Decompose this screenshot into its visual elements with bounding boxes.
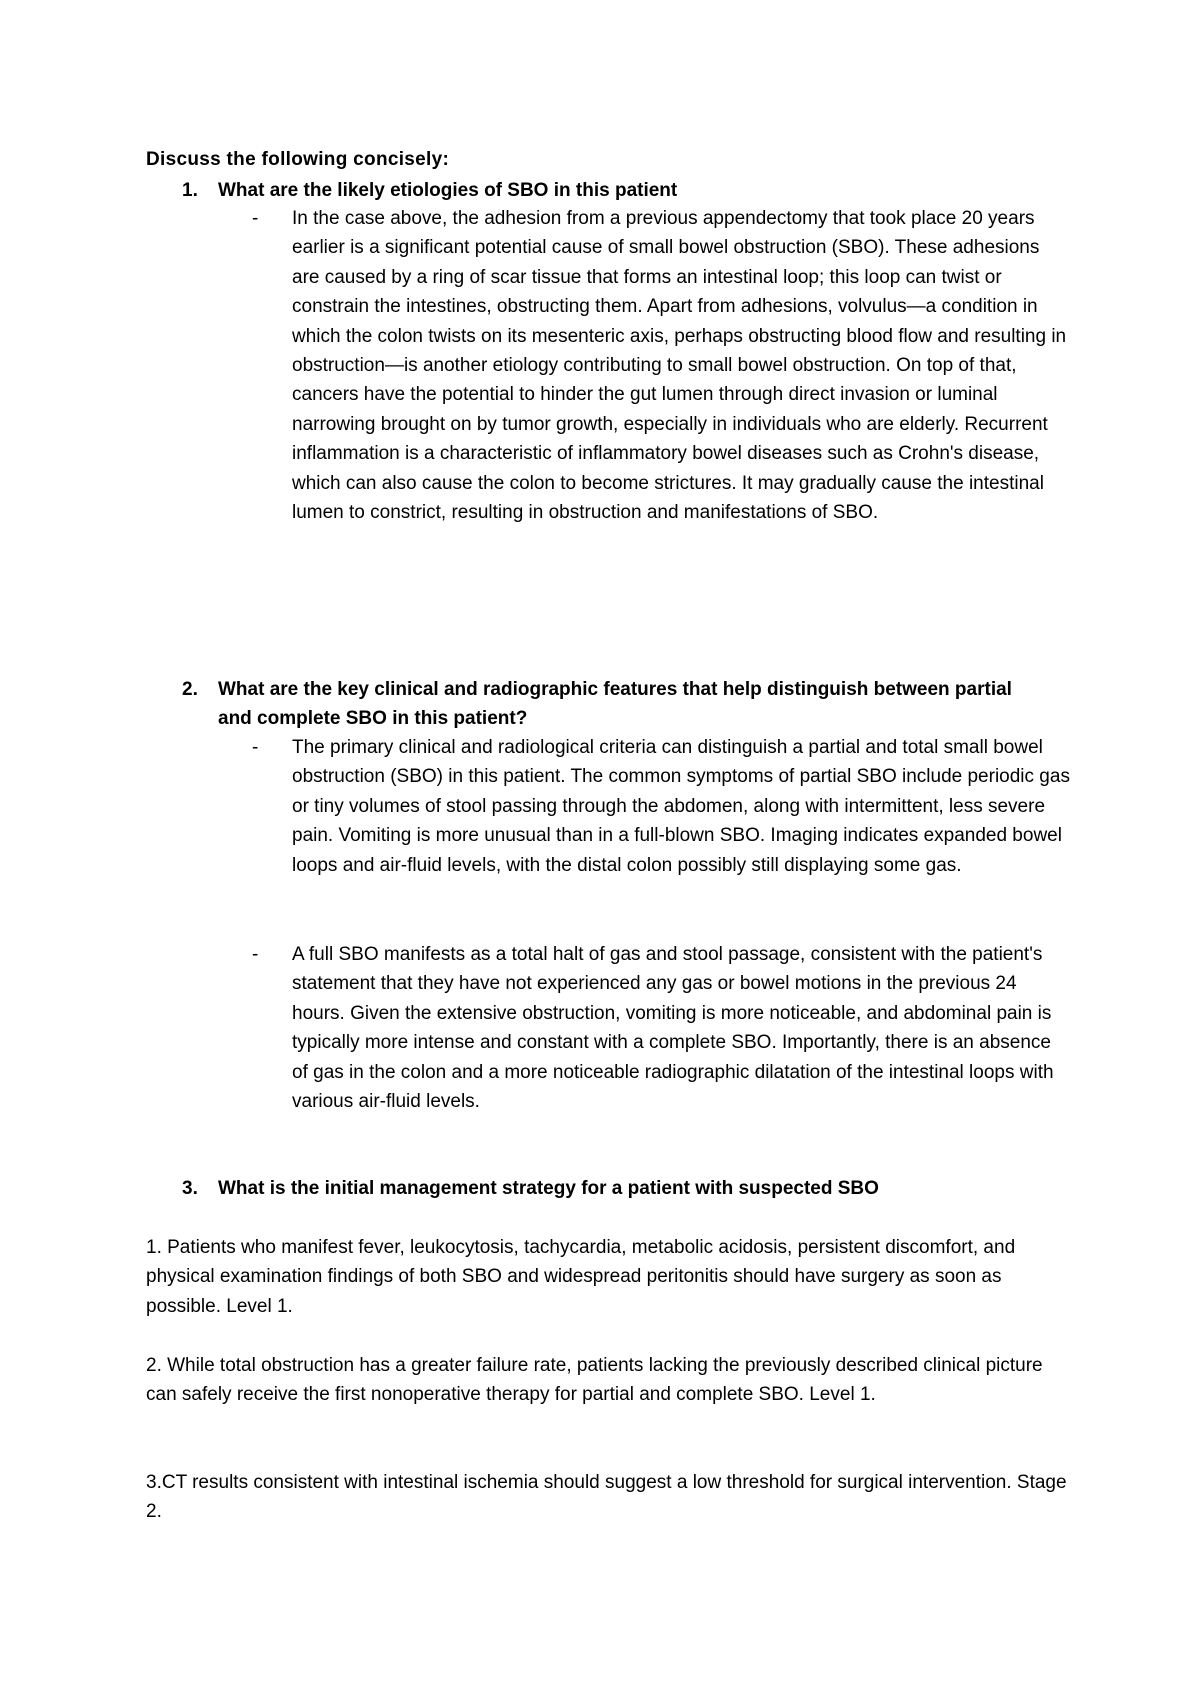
question-number: 2.: [182, 679, 198, 700]
question-2: [182, 675, 1062, 734]
question-1-bullet-1: [252, 204, 1072, 527]
question-number: 1.: [182, 180, 198, 201]
bullet-dash: -: [252, 944, 259, 965]
question-text: What is the initial management strategy for a patient with suspected SBO: [218, 1178, 879, 1199]
question-2-bullet-2: [252, 940, 1072, 1116]
question-2-bullet-1: [252, 733, 1072, 880]
bullet-dash: -: [252, 208, 259, 229]
bullet-dash: -: [252, 737, 259, 758]
question-3: [182, 1174, 1062, 1203]
management-point-3: 3.CT results consistent with intestinal ischemia should suggest a low threshold for surgical intervention. Stage 2.: [146, 1472, 1067, 1523]
question-text: What are the likely etiologies of SBO in this patient: [218, 180, 678, 201]
management-point-1: 1. Patients who manifest fever, leukocytosis, tachycardia, metabolic acidosis, persistent discomfort, and physical examination findings of both SBO and widespread peritonitis should have surgery as soon as possible. Level 1.: [146, 1237, 1016, 1317]
management-point-2: 2. While total obstruction has a greater failure rate, patients lacking the previously described clinical picture can safely receive the first nonoperative therapy for partial and complete SBO. Level 1.: [146, 1355, 1043, 1406]
bullet-text: In the case above, the adhesion from a previous appendectomy that took place 20 years earlier is a significant potential cause of small bowel obstruction (SBO). These adhesions are caused by a ring of scar tissue that forms an intestinal loop; this loop can twist or constrain the intestines, obstructing them. Apart from adhesions, volvulus—a condition in which the colon twists on its mesenteric axis, perhaps obstructing blood flow and resulting in obstruction—is another etiology contributing to small bowel obstruction. On top of that, cancers have the potential to hinder the gut lumen through direct invasion or luminal narrowing brought on by tumor growth, especially in individuals who are elderly. Recurrent inflammation is a characteristic of inflammatory bowel diseases such as Crohn's disease, which can also cause the colon to become strictures. It may gradually cause the intestinal lumen to constrict, resulting in obstruction and manifestations of SBO.: [292, 208, 1067, 524]
question-number: 3.: [182, 1178, 198, 1199]
bullet-text: The primary clinical and radiological criteria can distinguish a partial and total small bowel obstruction (SBO) in this patient. The common symptoms of partial SBO include periodic gas or tiny volumes of stool passing through the abdomen, along with intermittent, less severe pain. Vomiting is more unusual than in a full-blown SBO. Imaging indicates expanded bowel loops and air-fluid levels, with the distal colon possibly still displaying some gas.: [292, 737, 1070, 876]
question-1: [182, 176, 1062, 205]
question-text: What are the key clinical and radiographic features that help distinguish between partial and complete SBO in this patient?: [218, 679, 1012, 730]
intro-heading: Discuss the following concisely:: [146, 149, 450, 170]
bullet-text: A full SBO manifests as a total halt of gas and stool passage, consistent with the patient's statement that they have not experienced any gas or bowel motions in the previous 24 hours. Given the extensive obstruction, vomiting is more noticeable, and abdominal pain is typically more intense and constant with a complete SBO. Importantly, there is an absence of gas in the colon and a more noticeable radiographic dilatation of the intestinal loops with various air-fluid levels.: [292, 944, 1054, 1113]
